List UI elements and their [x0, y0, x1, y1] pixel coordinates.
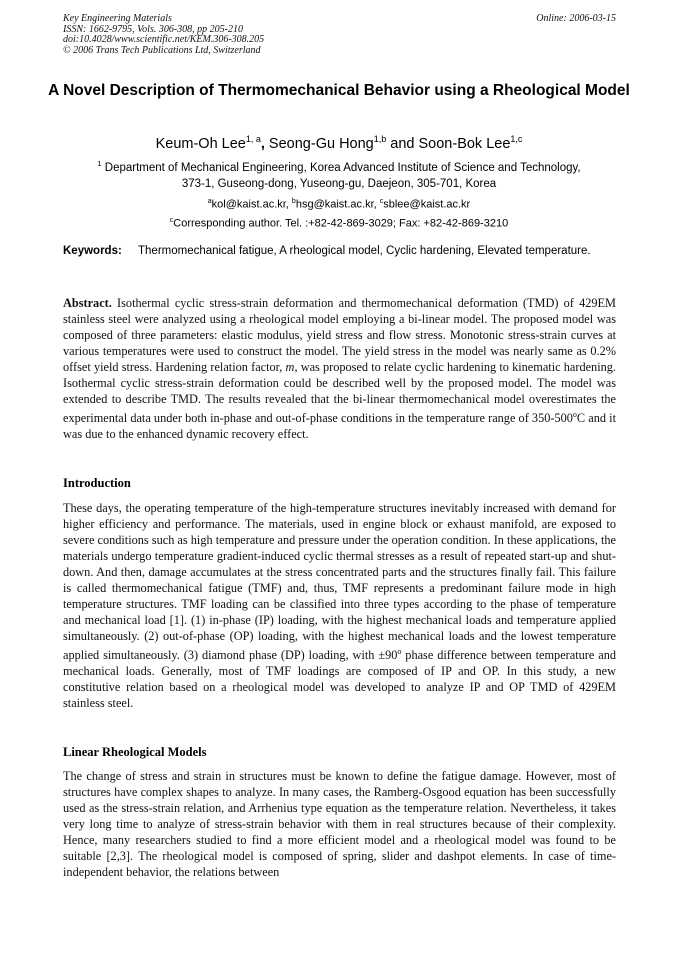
author-superscript: 1,c [510, 134, 523, 144]
linear-models-paragraph: The change of stress and strain in structures must be known to define the fatigue damage. However, most of structures have complex shapes to analyze. In many cases, the Ramberg-Osgood equation has been successfully used as the stress-strain relation, and Arrhenius type equation as the temperature relation. Nevertheless, it takes very long time to analyze of stress-strain behavior with them in real structures because of their complexity. Hence, many researchers studied to find a more efficient model and a rheological model was found to be suitable [2,3]. The rheological model is composed of spring, slider and dashpot elements. In case of time-independent behavior, the relations between [63, 769, 616, 879]
paper-title: A Novel Description of Thermomechanical Behavior using a Rheological Model [48, 82, 630, 99]
section-heading-introduction: Introduction [63, 476, 131, 490]
introduction-text: phase difference between temperature and mechanical loads. Generally, most of TMF loadings are composed of IP and OP. In this study, a new constitutive relation based on a rheological model was developed to analyze IP and OP TMD of 429EM stainless steel. [63, 648, 617, 711]
issn-line: ISSN: 1662-9795, Vols. 306-308, pp 205-210 [63, 23, 243, 35]
copyright-line: © 2006 Trans Tech Publications Ltd, Switzerland [63, 44, 261, 56]
email-line [40, 194, 638, 213]
journal-name: Key Engineering Materials [63, 13, 172, 24]
affiliation-line [40, 156, 638, 176]
email-link[interactable]: hsg@kaist.ac.kr, [295, 198, 380, 211]
author-list [40, 134, 638, 152]
abstract-paragraph [63, 295, 616, 442]
keywords-label: Keywords: [63, 245, 122, 257]
email-superscript: c [379, 198, 384, 205]
author-separator: , [260, 135, 265, 152]
journal-header [63, 14, 616, 56]
doi-line: doi:10.4028/www.scientific.net/KEM.306-308.205 [63, 34, 265, 45]
affiliation-superscript: 1 [97, 159, 102, 168]
abstract-variable: m [285, 360, 295, 374]
corresponding-author-line [40, 213, 638, 232]
email-superscript: c [169, 216, 174, 224]
online-date: Online: 2006-03-15 [536, 13, 616, 24]
introduction-paragraph [63, 500, 616, 711]
contact-info [40, 194, 638, 231]
affiliation-text: Department of Mechanical Engineering, Korea Advanced Institute of Science and Technology, [101, 161, 581, 174]
author-superscript: 1,b [373, 134, 387, 144]
email-superscript: b [291, 198, 296, 205]
degree-superscript: o [397, 647, 402, 656]
corresponding-author-text: Corresponding author. Tel. :+82-42-869-3029; Fax: +82-42-869-3210 [173, 217, 509, 230]
degree-superscript: o [572, 410, 577, 419]
section-heading-linear-rheological-models: Linear Rheological Models [63, 745, 207, 759]
abstract-text: Isothermal cyclic stress-strain deformation and thermomechanical deformation (TMD) of 429EM stainless steel were analyzed using a rheological model employing a bi-linear model. The proposed model was composed of three parameters: elastic modulus, yield stress and flow stress. Monotonic stress-strain curves at various temperatures were used to construct the model. The yield stress in the model was nearly same as 0.2% offset yield stress. Hardening relation factor, [63, 296, 616, 374]
email-superscript: a [207, 198, 212, 205]
email-link[interactable]: sblee@kaist.ac.kr [383, 198, 471, 211]
keywords-text: Thermomechanical fatigue, A rheological model, Cyclic hardening, Elevated temperature. [138, 245, 591, 257]
email-link[interactable]: kol@kaist.ac.kr, [211, 198, 292, 211]
author-name: Keum-Oh Lee [155, 135, 246, 152]
author-superscript: 1, a [245, 134, 261, 144]
abstract-text: C and it was due to the enhanced dynamic recovery effect. [63, 411, 616, 442]
abstract-text: , was proposed to relate cyclic hardening to kinematic hardening. Isothermal cyclic stress-strain deformation could be described well by the proposed model. The model was extended to describe TMD. The results revealed that the bi-linear thermomechanical model overestimates the experimental data under both in-phase and out-of-phase conditions in the temperature range of 350-500 [63, 360, 616, 426]
abstract-label: Abstract. [63, 296, 112, 310]
affiliation [40, 156, 638, 192]
affiliation-address: 373-1, Guseong-dong, Yuseong-gu, Daejeon, 305-701, Korea [181, 177, 497, 190]
author-name: and Soon-Bok Lee [386, 135, 511, 152]
introduction-text: These days, the operating temperature of the high-temperature structures inevitably increased with demand for higher efficiency and performance. The materials, used in engine block or exhaust manifold, are exposed to severe conditions such as high temperature and pressure under the operation condition. In these applications, the materials undergo temperature gradient-induced cyclic thermal stresses as a result of repeated start-up and shut-down. And then, damage accumulates at the stress concentrated parts and the structures finally fail. This failure is called thermomechanical fatigue (TMF) and, thus, TMF represents a predominant failure mode in high temperature structures. TMF loading can be classified into three types according to the phase of temperature and mechanical load [1]. (1) in-phase (IP) loading, with the highest mechanical loads and temperature applied simultaneously. (2) out-of-phase (OP) loading, with the highest mechanical loads and the lowest temperature applied simultaneously. (3) diamond phase (DP) loading, with ±90 [63, 501, 616, 663]
author-name: Seong-Gu Hong [264, 135, 374, 152]
